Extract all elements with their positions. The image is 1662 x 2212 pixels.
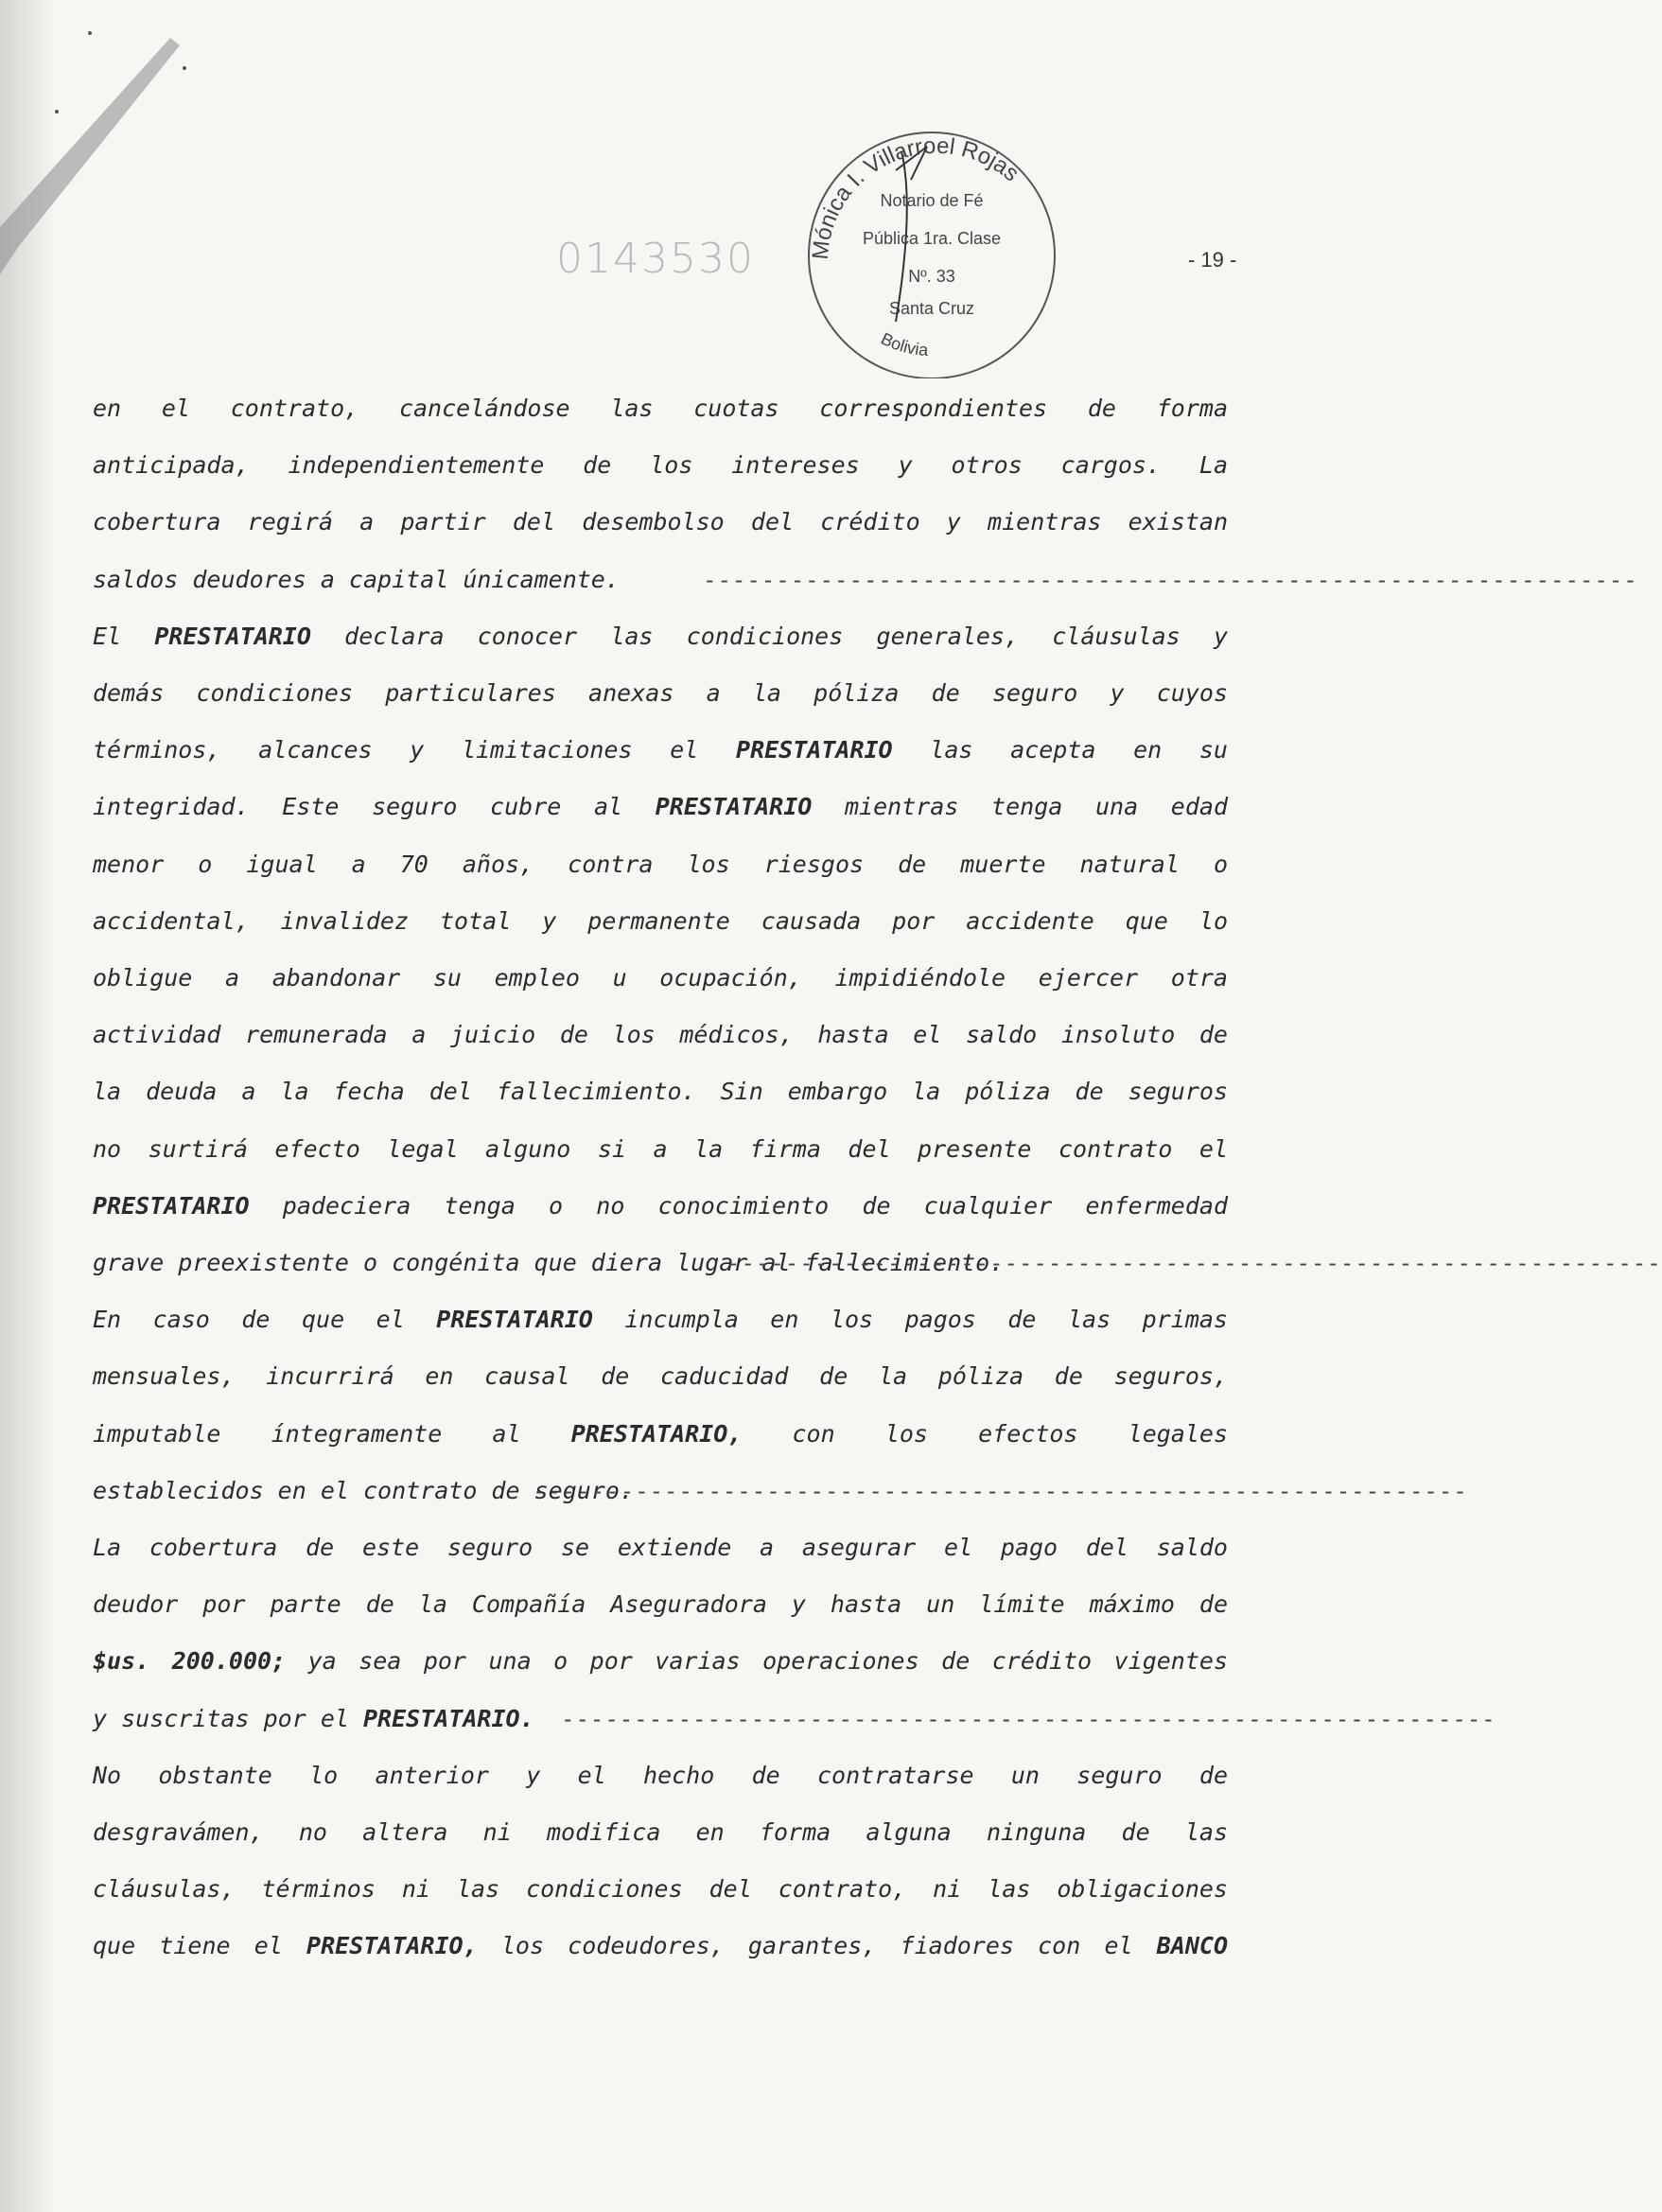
text-run: saldos deudores a capital únicamente. bbox=[93, 565, 620, 593]
body-line bbox=[93, 388, 1228, 430]
bold-term: PRESTATARIO. bbox=[362, 1704, 534, 1732]
body-line bbox=[93, 1185, 1228, 1227]
body-line bbox=[93, 1527, 1228, 1569]
body-line bbox=[93, 1356, 1228, 1397]
body-line bbox=[93, 1641, 1228, 1682]
text-run: incumpla en los pagos de las primas bbox=[592, 1306, 1228, 1334]
page-edge-shadow bbox=[0, 0, 57, 2212]
text-run: declara conocer las condiciones generales, cláusulas y bbox=[310, 622, 1228, 650]
body-line bbox=[93, 1129, 1228, 1170]
page-number: - 19 - bbox=[1188, 248, 1237, 272]
text-run: términos, alcances y limitaciones el bbox=[93, 736, 737, 764]
body-line bbox=[93, 957, 1228, 999]
text-run: obligue a abandonar su empleo u ocupación, impidiéndole ejercer otra bbox=[93, 964, 1228, 992]
bold-term: PRESTATARIO, bbox=[306, 1932, 478, 1960]
text-run: imputable íntegramente al bbox=[93, 1419, 571, 1448]
text-run: El bbox=[93, 622, 155, 650]
seal-bottom-text: Bolivia bbox=[878, 328, 930, 360]
seal-line-3: Nº. 33 bbox=[908, 267, 955, 286]
text-run: no surtirá efecto legal alguno si a la firma del presente contrato el bbox=[93, 1134, 1228, 1163]
text-run: actividad remunerada a juicio de los médicos, hasta el saldo insoluto de bbox=[93, 1021, 1228, 1049]
text-run: En caso de que el bbox=[93, 1306, 437, 1334]
text-run: establecidos en el contrato de seguro. bbox=[93, 1476, 634, 1504]
dash-filler: ---------------------------------------------------------------- bbox=[726, 1250, 1662, 1276]
bold-term: PRESTATARIO bbox=[93, 1191, 250, 1220]
body-line bbox=[93, 1755, 1228, 1797]
folded-corner-mark bbox=[0, 0, 218, 284]
body-line bbox=[93, 1413, 1228, 1455]
text-run: grave preexistente o congénita que diera lugar al fallecimiento. bbox=[93, 1249, 1005, 1276]
body-line bbox=[93, 1071, 1228, 1113]
text-run: No obstante lo anterior y el hecho de contratarse un seguro de bbox=[93, 1761, 1228, 1789]
text-run: accidental, invalidez total y permanente causada por accidente que lo bbox=[93, 906, 1228, 935]
body-line bbox=[93, 1299, 1228, 1341]
dash-filler: ---------------------------------------------------------------- bbox=[533, 1477, 1468, 1504]
body-line bbox=[93, 729, 1228, 771]
seal-line-2: Pública 1ra. Clase bbox=[862, 229, 1002, 248]
text-run: cobertura regirá a partir del desembolso del crédito y mientras existan bbox=[93, 508, 1228, 536]
text-run: demás condiciones particulares anexas a la póliza de seguro y cuyos bbox=[93, 679, 1228, 707]
text-run: desgravámen, no altera ni modifica en forma alguna ninguna de las bbox=[93, 1818, 1228, 1846]
body-line bbox=[93, 673, 1228, 714]
text-run: padeciera tenga o no conocimiento de cualquier enfermedad bbox=[249, 1191, 1228, 1220]
text-run: en el contrato, cancelándose las cuotas correspondientes de forma bbox=[93, 395, 1228, 422]
body-line bbox=[93, 1869, 1228, 1910]
bold-term: PRESTATARIO bbox=[436, 1306, 593, 1334]
text-run: con los efectos legales bbox=[742, 1419, 1228, 1448]
seal-line-1: Notario de Fé bbox=[880, 191, 984, 210]
text-run: La cobertura de este seguro se extiende a asegurar el pago del saldo bbox=[93, 1534, 1228, 1561]
text-run: y suscritas por el bbox=[93, 1704, 363, 1732]
text-run: las acepta en su bbox=[892, 736, 1228, 764]
body-line bbox=[93, 1014, 1228, 1056]
bold-term: $us. 200.000; bbox=[93, 1647, 287, 1676]
body-line bbox=[93, 501, 1228, 543]
text-run: los codeudores, garantes, fiadores con el bbox=[477, 1932, 1157, 1960]
body-line bbox=[93, 616, 1228, 658]
notary-seal bbox=[790, 95, 1064, 378]
bold-term: PRESTATARIO, bbox=[570, 1419, 743, 1448]
dash-filler: ---------------------------------------------------------------- bbox=[561, 1705, 1496, 1732]
text-run: integridad. Este seguro cubre al bbox=[93, 793, 656, 821]
text-run: mientras tenga una edad bbox=[812, 793, 1228, 821]
text-run: mensuales, incurrirá en causal de caducidad de la póliza de seguros, bbox=[93, 1362, 1228, 1391]
bold-term: PRESTATARIO bbox=[154, 622, 311, 650]
document-serial-number: 0143530 bbox=[556, 235, 755, 283]
text-run: la deuda a la fecha del fallecimiento. Sin embargo la póliza de seguros bbox=[93, 1078, 1228, 1106]
text-run: anticipada, independientemente de los intereses y otros cargos. La bbox=[93, 451, 1228, 480]
body-line bbox=[93, 901, 1228, 942]
seal-line-4: Santa Cruz bbox=[888, 299, 975, 318]
body-line bbox=[93, 1584, 1228, 1625]
bold-term: PRESTATARIO bbox=[655, 793, 813, 821]
bold-term: BANCO bbox=[1156, 1932, 1228, 1960]
text-run: deudor por parte de la Compañía Aseguradora y hasta un límite máximo de bbox=[93, 1590, 1228, 1619]
text-run: que tiene el bbox=[93, 1932, 307, 1960]
text-run: cláusulas, términos ni las condiciones del contrato, ni las obligaciones bbox=[93, 1875, 1228, 1904]
body-line bbox=[93, 786, 1228, 828]
text-run: menor o igual a 70 años, contra los riesgos de muerte natural o bbox=[93, 850, 1228, 878]
body-line bbox=[93, 1925, 1228, 1967]
dash-filler: ---------------------------------------------------------------- bbox=[703, 566, 1638, 593]
bold-term: PRESTATARIO bbox=[736, 736, 893, 764]
text-run: ya sea por una o por varias operaciones de crédito vigentes bbox=[286, 1647, 1228, 1676]
body-line bbox=[93, 1812, 1228, 1853]
body-line bbox=[93, 445, 1228, 486]
seal-outer-text: Mónica I. Villarroel Rojas bbox=[807, 132, 1024, 261]
body-line bbox=[93, 844, 1228, 886]
